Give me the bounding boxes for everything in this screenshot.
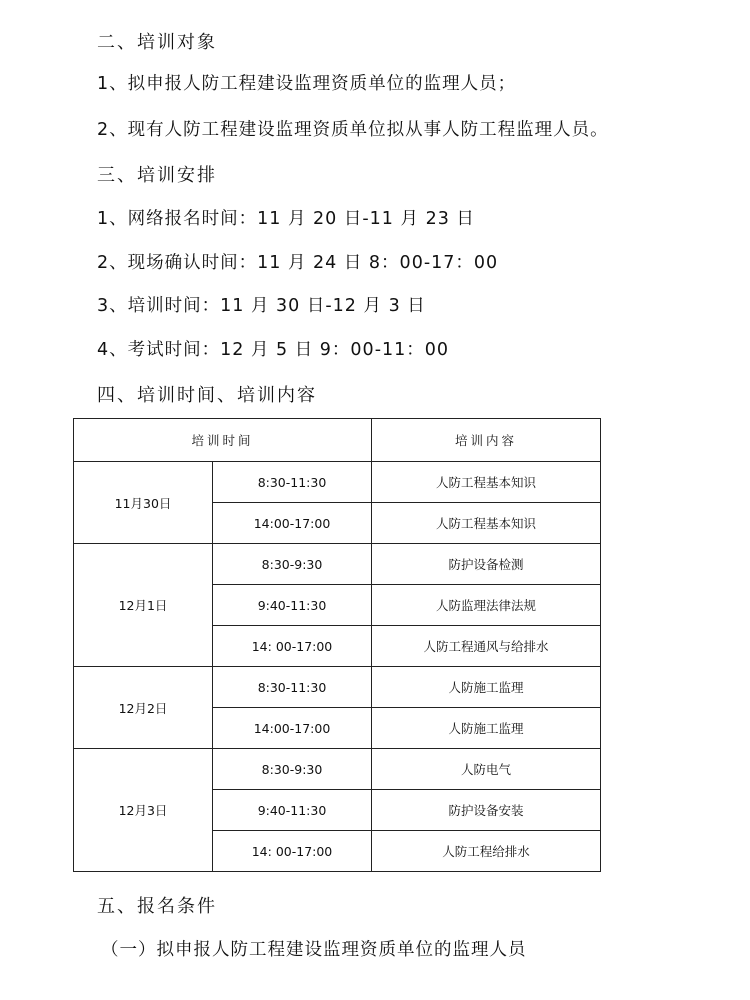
section-heading-training-arrangement: 三、培训安排: [97, 165, 217, 186]
content-cell: 人防施工监理: [372, 667, 601, 708]
table-row: [74, 667, 601, 708]
content-cell: 人防工程通风与给排水: [372, 626, 601, 667]
paragraph-target-2: 2、现有人防工程建设监理资质单位拟从事人防工程监理人员。: [97, 120, 609, 140]
time-cell: 14:00-17:00: [213, 708, 372, 749]
content-cell: 人防工程给排水: [372, 831, 601, 872]
content-cell: 防护设备检测: [372, 544, 601, 585]
time-cell: 9:40-11:30: [213, 790, 372, 831]
table-row: [74, 544, 601, 585]
section-heading-training-targets: 二、培训对象: [97, 32, 217, 53]
time-cell: 9:40-11:30: [213, 585, 372, 626]
paragraph-onsite-confirmation: 2、现场确认时间：11 月 24 日 8：00-17：00: [97, 253, 499, 273]
content-cell: 防护设备安装: [372, 790, 601, 831]
date-cell: 12月2日: [74, 667, 213, 749]
content-cell: 人防施工监理: [372, 708, 601, 749]
content-cell: 人防工程基本知识: [372, 462, 601, 503]
time-cell: 8:30-9:30: [213, 749, 372, 790]
content-cell: 人防工程基本知识: [372, 503, 601, 544]
paragraph-exam-time: 4、考试时间：12 月 5 日 9：00-11：00: [97, 340, 450, 360]
date-cell: 12月3日: [74, 749, 213, 872]
paragraph-online-registration: 1、网络报名时间：11 月 20 日-11 月 23 日: [97, 209, 475, 229]
time-cell: 14: 00-17:00: [213, 626, 372, 667]
time-cell: 14:00-17:00: [213, 503, 372, 544]
time-cell: 8:30-11:30: [213, 667, 372, 708]
header-training-content: 培训内容: [372, 419, 601, 462]
date-cell: 11月30日: [74, 462, 213, 544]
time-cell: 8:30-9:30: [213, 544, 372, 585]
section-heading-training-schedule: 四、培训时间、培训内容: [97, 385, 317, 406]
paragraph-training-time: 3、培训时间：11 月 30 日-12 月 3 日: [97, 296, 426, 316]
paragraph-target-1: 1、拟申报人防工程建设监理资质单位的监理人员；: [97, 74, 517, 94]
content-cell: 人防电气: [372, 749, 601, 790]
date-cell: 12月1日: [74, 544, 213, 667]
table-row: [74, 749, 601, 790]
time-cell: 8:30-11:30: [213, 462, 372, 503]
content-cell: 人防监理法律法规: [372, 585, 601, 626]
table-row: [74, 462, 601, 503]
time-cell: 14: 00-17:00: [213, 831, 372, 872]
table-header-row: [74, 419, 601, 462]
paragraph-condition-1: （一）拟申报人防工程建设监理资质单位的监理人员: [101, 940, 527, 960]
header-training-time: 培训时间: [74, 419, 372, 462]
section-heading-registration-conditions: 五、报名条件: [97, 896, 217, 917]
training-schedule-table: [73, 418, 601, 872]
